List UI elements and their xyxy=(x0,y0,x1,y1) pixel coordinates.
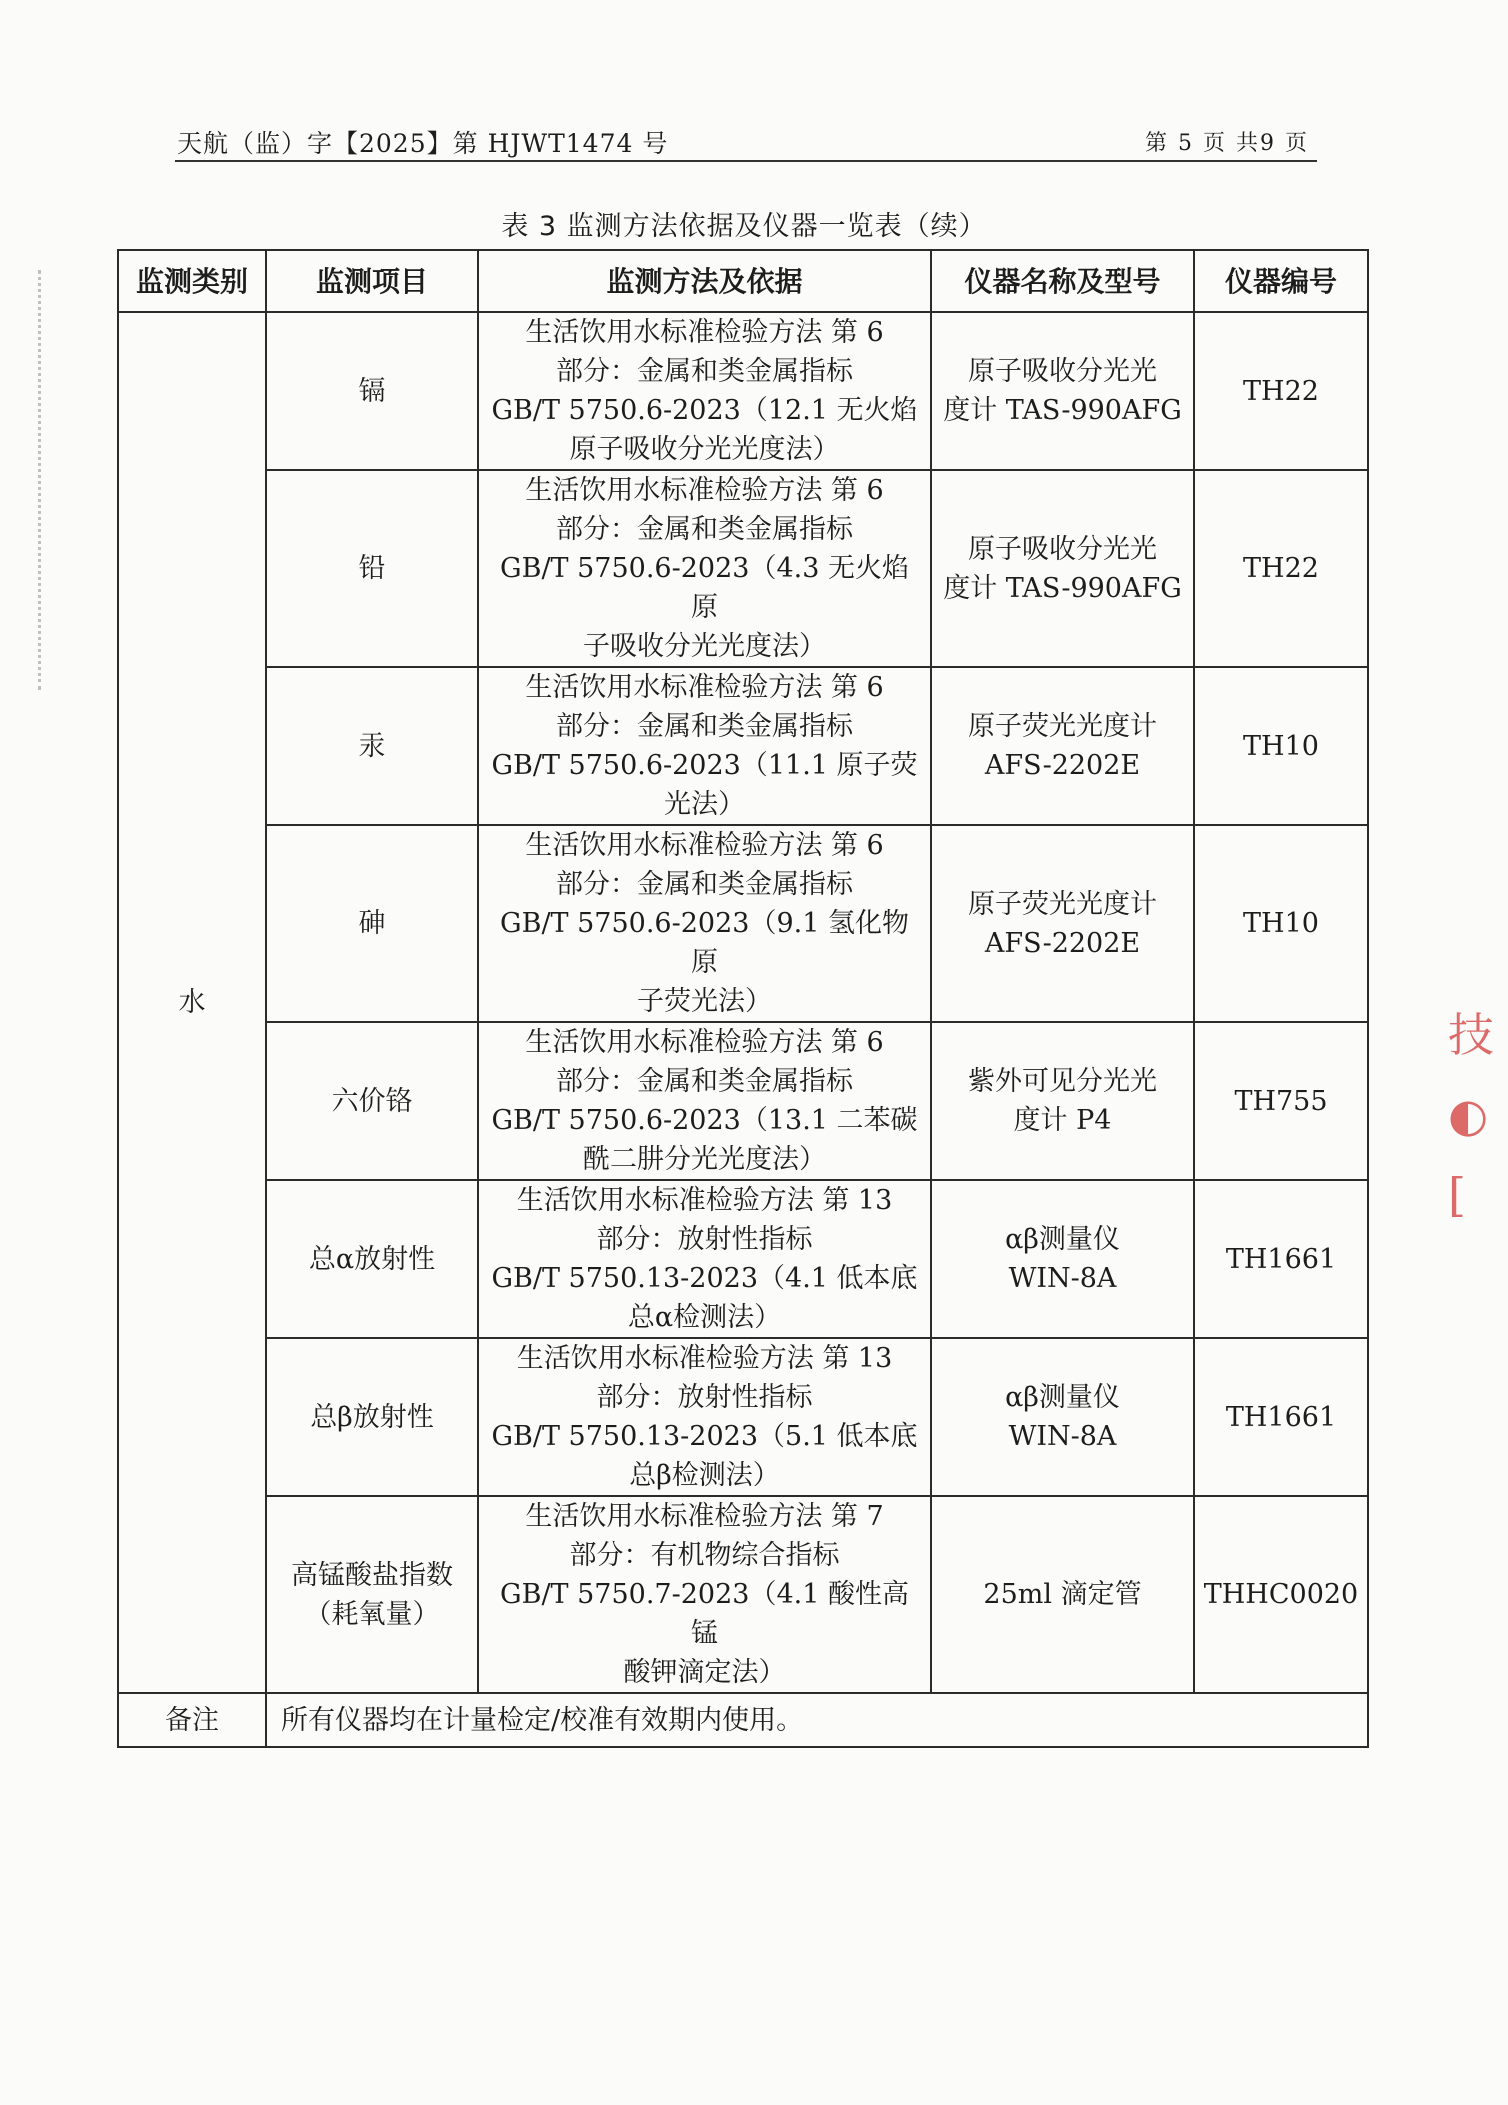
instrument-line: 原子荧光光度计 xyxy=(968,888,1157,920)
method-line: GB/T 5750.7-2023（4.1 酸性高锰 xyxy=(500,1579,909,1649)
method-cell xyxy=(478,470,931,667)
item-cell xyxy=(266,1338,478,1496)
item-line: 镉 xyxy=(358,375,386,407)
item-line: 砷 xyxy=(358,908,386,939)
table-row xyxy=(118,1496,1368,1693)
instrument-cell xyxy=(931,312,1194,470)
table-caption: 表 3 监测方法依据及仪器一览表（续） xyxy=(501,211,987,242)
instrument-line: 原子荧光光度计 xyxy=(968,711,1157,742)
item-line: 总β放射性 xyxy=(310,1401,434,1433)
method-line: 总β检测法） xyxy=(629,1460,780,1491)
method-instrument-table xyxy=(117,249,1369,1748)
instrument-line: 紫外可见分光光 xyxy=(968,1066,1157,1097)
column-header: 监测类别 xyxy=(118,250,266,312)
table-row xyxy=(118,1180,1368,1338)
note-label: 备注 xyxy=(118,1693,266,1747)
method-line: 生活饮用水标准检验方法 第 13 xyxy=(516,1185,893,1216)
table-row xyxy=(118,1338,1368,1496)
method-line: GB/T 5750.6-2023（11.1 原子荧 xyxy=(491,750,918,781)
instrument-cell xyxy=(931,825,1194,1022)
method-cell xyxy=(478,1022,931,1180)
item-cell xyxy=(266,470,478,667)
method-line: 部分：金属和类金属指标 xyxy=(556,869,853,900)
instrument-line: WIN-8A xyxy=(1008,1421,1117,1452)
instrument-line: WIN-8A xyxy=(1008,1263,1117,1294)
column-header: 仪器名称及型号 xyxy=(931,250,1194,312)
table-row xyxy=(118,667,1368,825)
page-info: 第 5 页 共9 页 xyxy=(1145,131,1309,156)
method-cell xyxy=(478,1180,931,1338)
table-header-row xyxy=(118,250,1368,312)
method-line: 部分：放射性指标 xyxy=(596,1224,813,1255)
item-cell xyxy=(266,1496,478,1693)
method-line: 部分：金属和类金属指标 xyxy=(556,711,853,742)
method-line: GB/T 5750.6-2023（12.1 无火焰 xyxy=(491,395,918,426)
method-line: 部分：金属和类金属指标 xyxy=(556,1066,853,1097)
method-line: 子荧光法） xyxy=(637,986,772,1017)
method-line: 部分：放射性指标 xyxy=(596,1382,813,1413)
item-line: 汞 xyxy=(358,730,386,762)
item-cell xyxy=(266,312,478,470)
category-cell: 水 xyxy=(118,312,266,1693)
instrument-cell xyxy=(931,1180,1194,1338)
method-line: 生活饮用水标准检验方法 第 6 xyxy=(525,830,884,861)
instrument-line: 原子吸收分光光 xyxy=(968,356,1157,387)
column-header: 监测方法及依据 xyxy=(478,250,931,312)
table-row xyxy=(118,312,1368,470)
table-row xyxy=(118,470,1368,667)
instrument-line: αβ测量仪 xyxy=(1005,1224,1120,1255)
item-cell xyxy=(266,1180,478,1338)
method-line: GB/T 5750.6-2023（4.3 无火焰原 xyxy=(500,553,909,623)
method-cell xyxy=(478,312,931,470)
instrument-line: AFS-2202E xyxy=(984,927,1141,959)
method-line: 生活饮用水标准检验方法 第 6 xyxy=(525,1027,884,1058)
red-seal-fragment: 技 ◐ [ xyxy=(1448,1008,1494,1222)
method-line: 子吸收分光光度法） xyxy=(583,631,826,662)
instrument-code-cell: TH10 xyxy=(1194,667,1368,825)
instrument-code-cell: TH10 xyxy=(1194,825,1368,1022)
scan-edge-marks xyxy=(38,270,51,690)
method-line: 总α检测法） xyxy=(627,1302,782,1333)
method-cell xyxy=(478,1496,931,1693)
instrument-line: 度计 P4 xyxy=(1013,1105,1112,1136)
method-cell xyxy=(478,667,931,825)
instrument-line: 度计 TAS-990AFG xyxy=(943,572,1182,604)
method-line: 酰二肼分光光度法） xyxy=(583,1144,826,1175)
instrument-cell xyxy=(931,1022,1194,1180)
method-line: 生活饮用水标准检验方法 第 6 xyxy=(525,475,884,506)
instrument-line: 原子吸收分光光 xyxy=(968,533,1157,565)
item-line: 高锰酸盐指数 xyxy=(291,1559,453,1591)
item-line: （耗氧量） xyxy=(304,1598,440,1630)
instrument-line: 25ml 滴定管 xyxy=(983,1579,1142,1610)
method-line: 酸钾滴定法） xyxy=(623,1657,786,1688)
method-line: 部分：有机物综合指标 xyxy=(569,1540,840,1571)
method-line: 生活饮用水标准检验方法 第 6 xyxy=(525,672,884,703)
instrument-code-cell: TH1661 xyxy=(1194,1180,1368,1338)
method-line: GB/T 5750.6-2023（13.1 二苯碳 xyxy=(491,1105,918,1136)
table-row xyxy=(118,1022,1368,1180)
method-cell xyxy=(478,825,931,1022)
table-row xyxy=(118,825,1368,1022)
instrument-line: 度计 TAS-990AFG xyxy=(943,395,1182,426)
instrument-cell xyxy=(931,470,1194,667)
item-cell xyxy=(266,667,478,825)
method-line: 生活饮用水标准检验方法 第 13 xyxy=(516,1343,893,1374)
method-line: 原子吸收分光光度法） xyxy=(569,434,840,465)
method-line: GB/T 5750.13-2023（5.1 低本底 xyxy=(491,1421,918,1452)
instrument-code-cell: TH1661 xyxy=(1194,1338,1368,1496)
instrument-cell xyxy=(931,1338,1194,1496)
instrument-code-cell: THHC0020 xyxy=(1194,1496,1368,1693)
instrument-cell xyxy=(931,667,1194,825)
method-line: 生活饮用水标准检验方法 第 6 xyxy=(525,317,884,348)
method-line: 生活饮用水标准检验方法 第 7 xyxy=(525,1501,884,1532)
item-cell xyxy=(266,825,478,1022)
method-cell xyxy=(478,1338,931,1496)
method-line: GB/T 5750.6-2023（9.1 氢化物原 xyxy=(500,908,909,978)
item-line: 总α放射性 xyxy=(308,1243,436,1275)
method-line: 部分：金属和类金属指标 xyxy=(556,356,853,387)
instrument-line: αβ测量仪 xyxy=(1005,1382,1120,1413)
instrument-code-cell: TH755 xyxy=(1194,1022,1368,1180)
document-number: 天航（监）字【2025】第 HJWT1474 号 xyxy=(177,129,669,158)
method-line: GB/T 5750.13-2023（4.1 低本底 xyxy=(491,1263,918,1294)
note-row xyxy=(118,1693,1368,1747)
column-header: 监测项目 xyxy=(266,250,478,312)
item-cell xyxy=(266,1022,478,1180)
method-line: 光法） xyxy=(664,789,745,820)
note-text: 所有仪器均在计量检定/校准有效期内使用。 xyxy=(266,1693,1368,1747)
method-line: 部分：金属和类金属指标 xyxy=(556,514,853,545)
instrument-cell xyxy=(931,1496,1194,1693)
item-line: 六价铬 xyxy=(331,1085,413,1117)
instrument-code-cell: TH22 xyxy=(1194,312,1368,470)
column-header: 仪器编号 xyxy=(1194,250,1368,312)
instrument-code-cell: TH22 xyxy=(1194,470,1368,667)
page-header xyxy=(175,124,1317,162)
item-line: 铅 xyxy=(358,553,386,584)
instrument-line: AFS-2202E xyxy=(984,750,1141,781)
